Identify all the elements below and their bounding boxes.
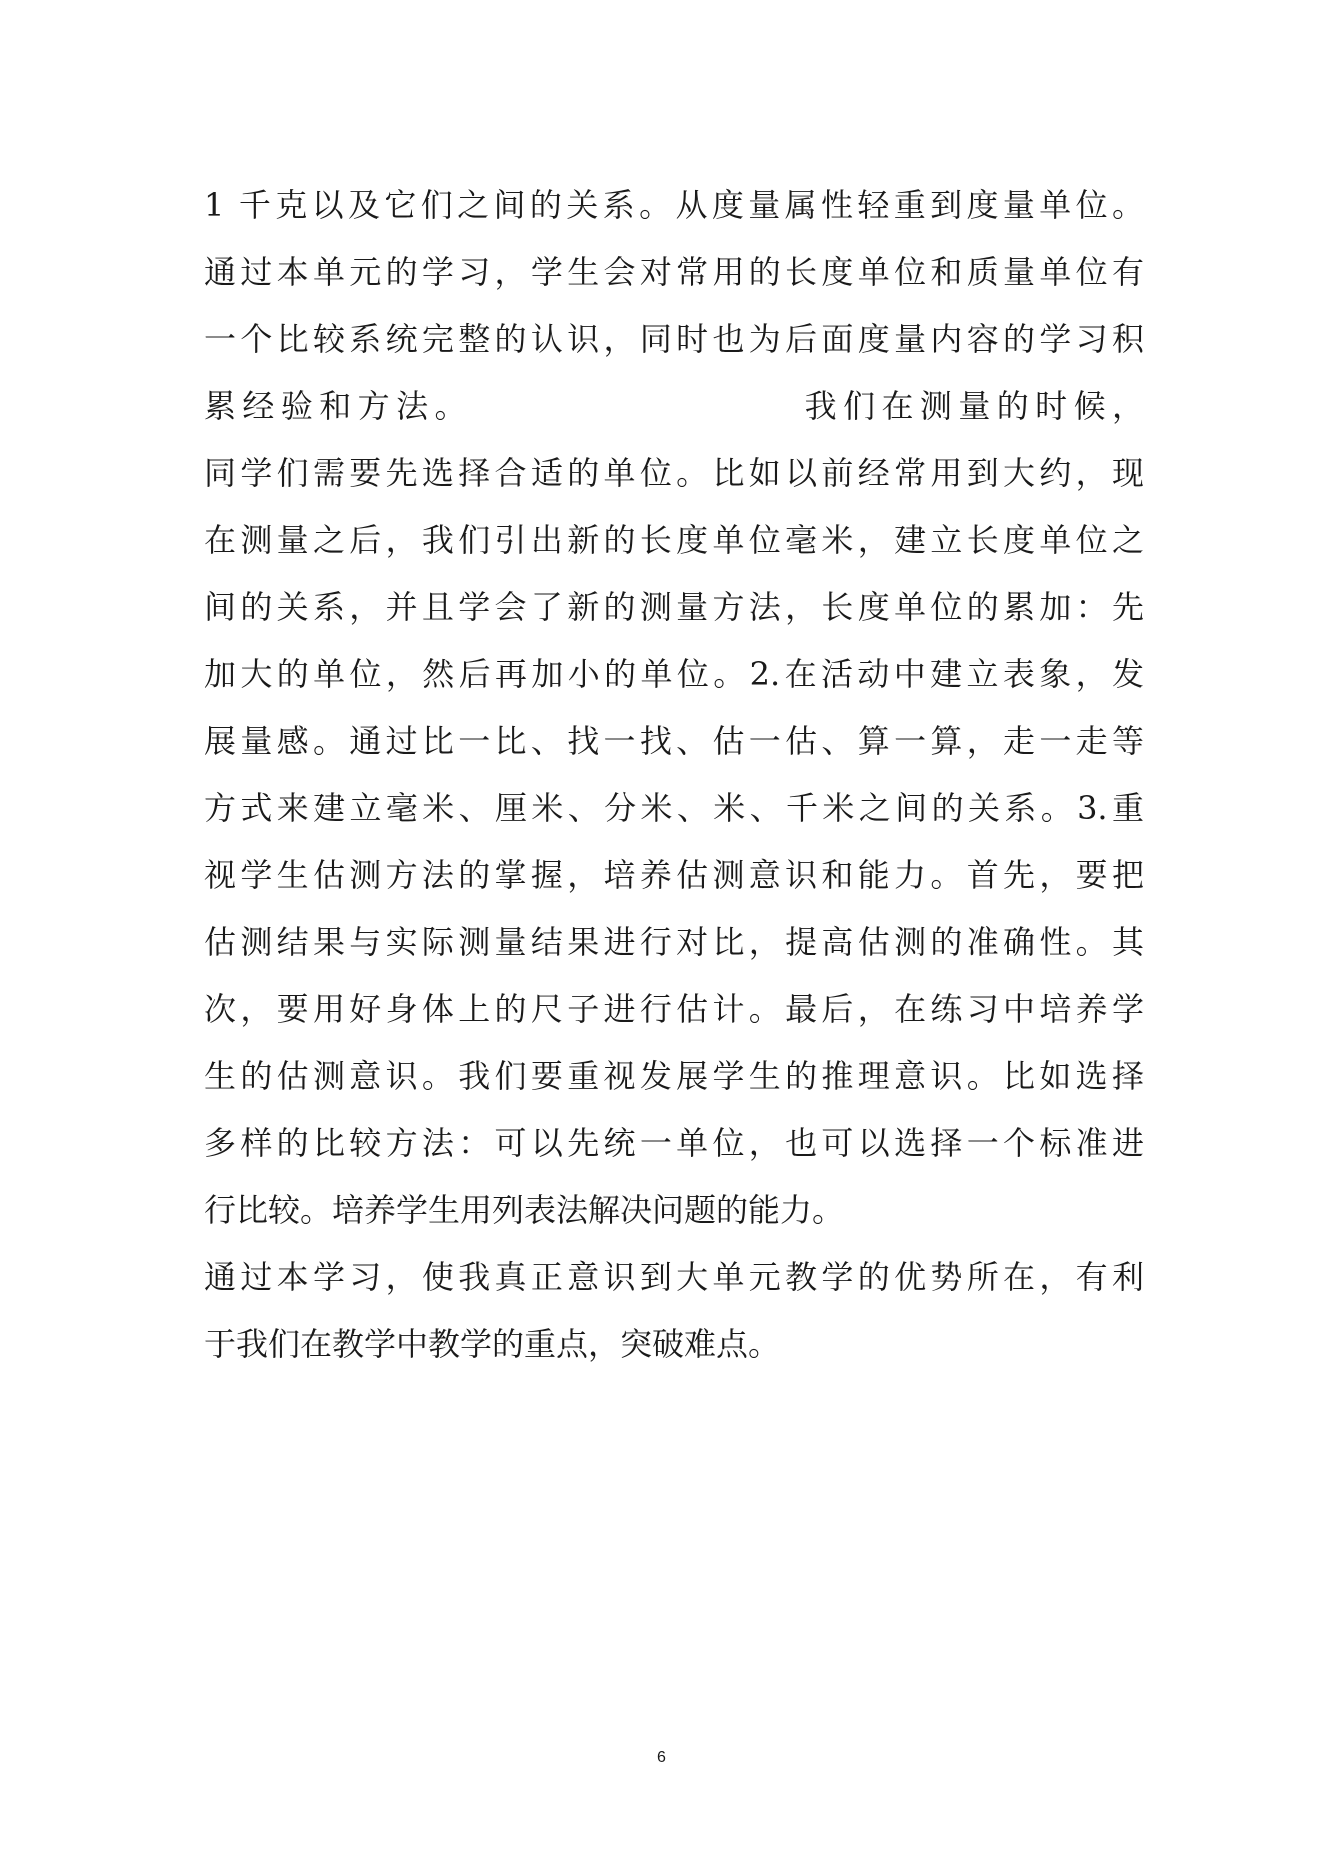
text-line: 通过本学习，使我真正意识到大单元教学的优势所在，有利: [204, 1258, 1144, 1296]
text-line: 在测量之后，我们引出新的长度单位毫米，建立长度单位之: [204, 521, 1144, 559]
text-line: 1 千克以及它们之间的关系。从度量属性轻重到度量单位。: [204, 186, 1144, 224]
text-line: 间的关系，并且学会了新的测量方法，长度单位的累加：先: [204, 588, 1144, 626]
text-line: 一个比较系统完整的认识，同时也为后面度量内容的学习积: [204, 320, 1144, 358]
body-text: [204, 172, 1144, 1378]
text-line: 展量感。通过比一比、找一找、估一估、算一算，走一走等: [204, 722, 1144, 760]
text-line: 加大的单位，然后再加小的单位。2.在活动中建立表象，发: [204, 655, 1144, 693]
text-line: 估测结果与实际测量结果进行对比，提高估测的准确性。其: [204, 923, 1144, 961]
text-line: 行比较。培养学生用列表法解决问题的能力。: [204, 1191, 845, 1229]
text-line: 累经验和方法。 我们在测量的时候，: [204, 387, 1144, 425]
text-line: 同学们需要先选择合适的单位。比如以前经常用到大约，现: [204, 454, 1144, 492]
text-line: 于我们在教学中教学的重点，突破难点。: [204, 1325, 781, 1363]
page-number: 6: [657, 1749, 666, 1766]
text-line: 生的估测意识。我们要重视发展学生的推理意识。比如选择: [204, 1057, 1144, 1095]
text-line: 通过本单元的学习，学生会对常用的长度单位和质量单位有: [204, 253, 1144, 291]
text-line: 次，要用好身体上的尺子进行估计。最后，在练习中培养学: [204, 990, 1144, 1028]
text-line: 方式来建立毫米、厘米、分米、米、千米之间的关系。3.重: [204, 789, 1144, 827]
text-line: 多样的比较方法：可以先统一单位，也可以选择一个标准进: [204, 1124, 1144, 1162]
text-line: 视学生估测方法的掌握，培养估测意识和能力。首先，要把: [204, 856, 1144, 894]
